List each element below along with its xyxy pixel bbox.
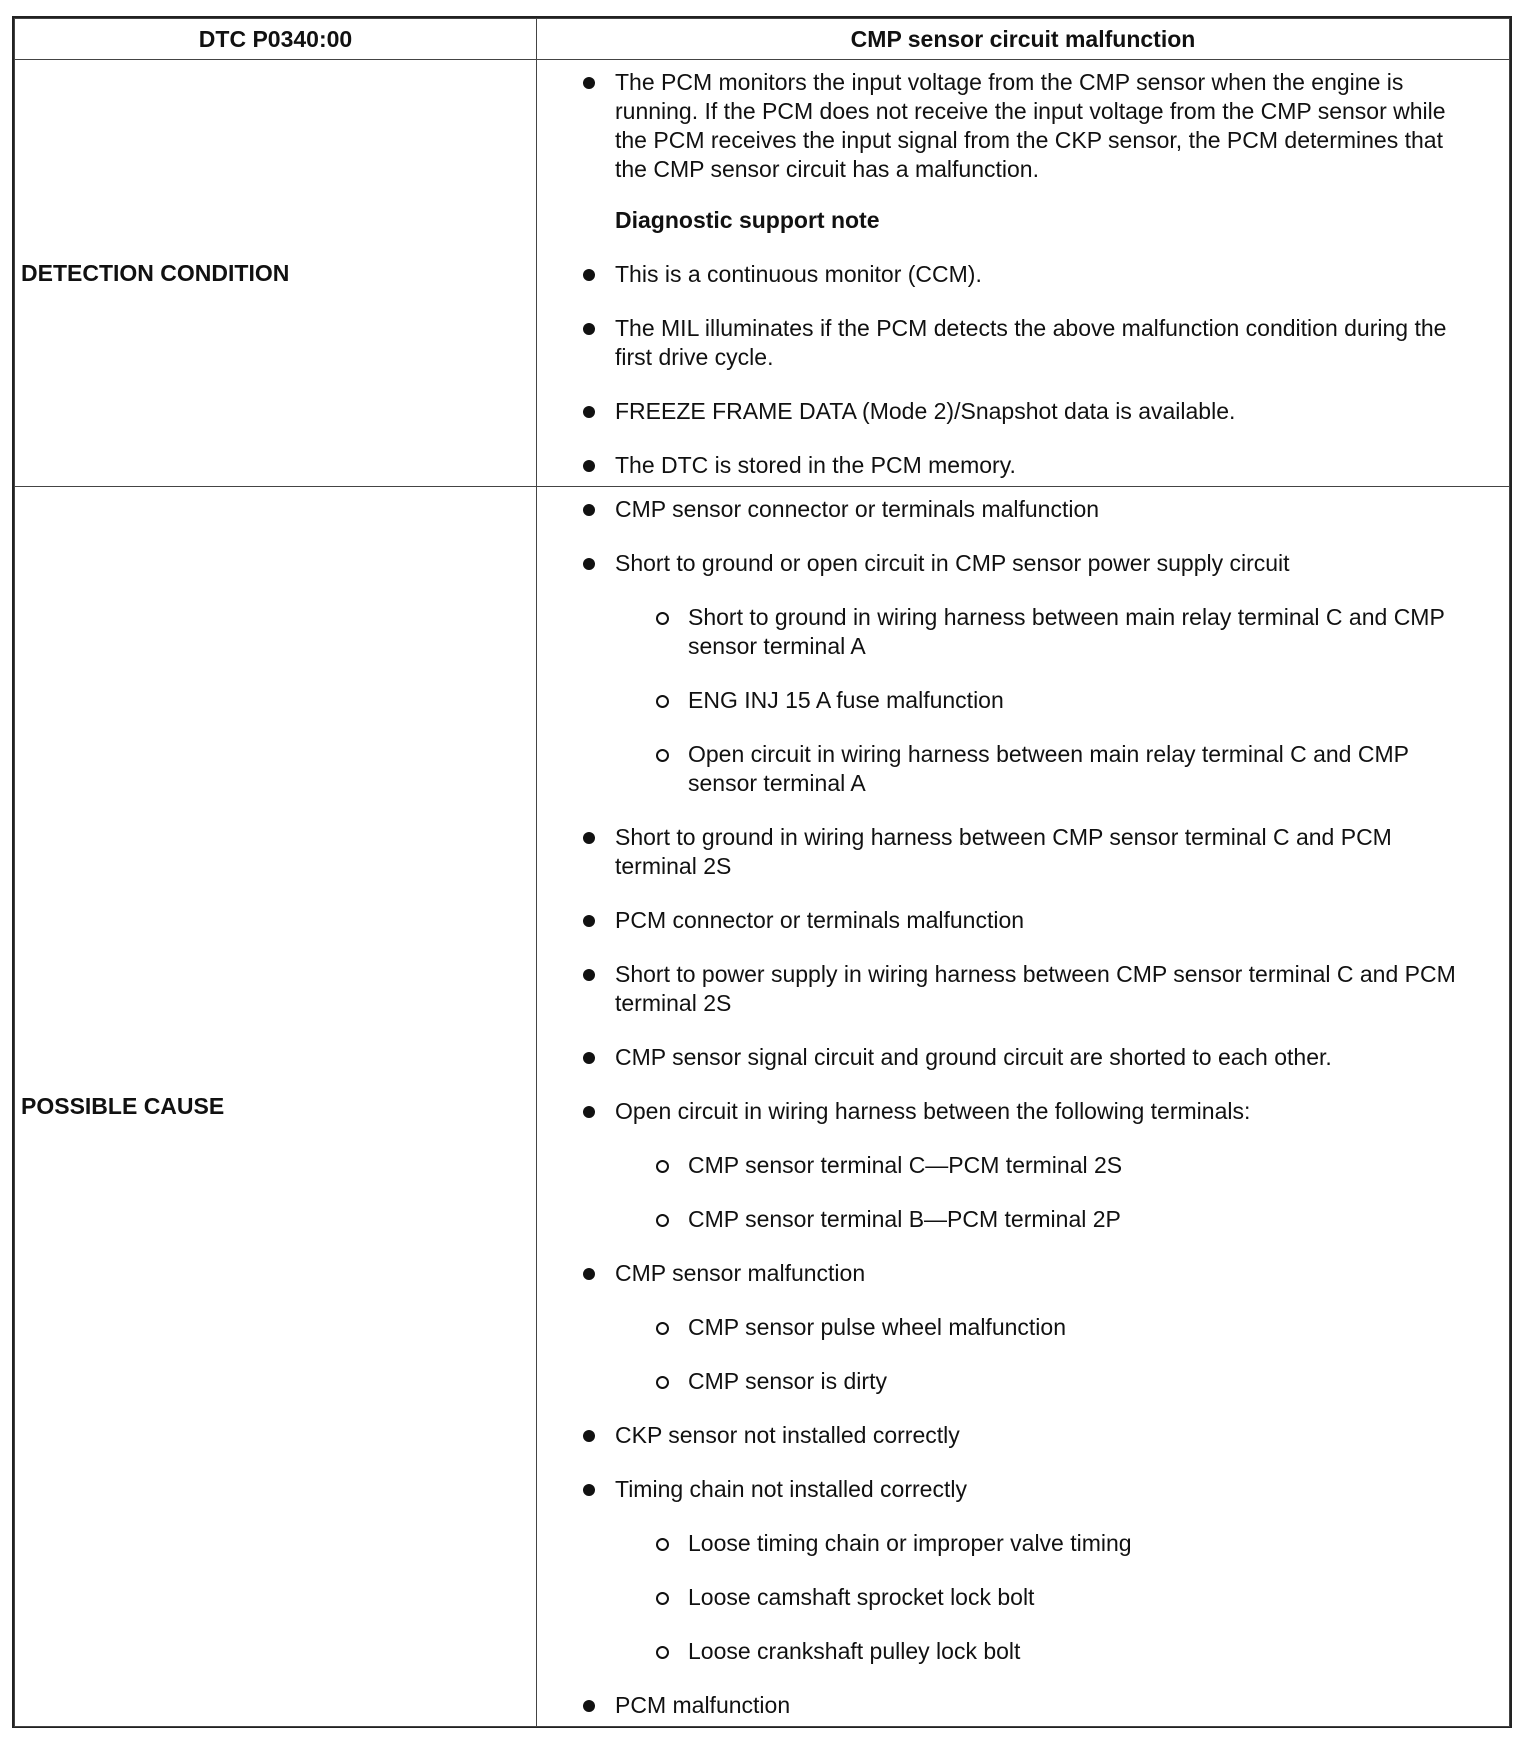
sub-cause-text: Loose crankshaft pulley lock bolt [688, 1638, 1021, 1664]
cause-text: CMP sensor malfunction [615, 1260, 866, 1286]
sub-cause-text: Loose timing chain or improper valve timing [688, 1530, 1132, 1556]
detection-intro-text: The PCM monitors the input voltage from the CMP sensor when the engine is running. If the PCM does not receive the input voltage from the CMP sensor while the PCM receives the input signal from the CKP sensor, the PCM determines that the CMP sensor circuit has a malfunction. [615, 69, 1446, 182]
diagnostic-note-item [537, 260, 1479, 289]
bullet-icon [583, 832, 595, 844]
sub-cause-list [615, 1313, 1479, 1396]
sub-bullet-icon [656, 612, 669, 625]
sub-cause-item [615, 1529, 1479, 1558]
cause-item [537, 1043, 1479, 1072]
header-row [15, 19, 1510, 60]
cause-text: CKP sensor not installed correctly [615, 1422, 960, 1448]
bullet-icon [583, 1268, 595, 1280]
possible-cause-label: POSSIBLE CAUSE [15, 487, 537, 1727]
cause-item [537, 1691, 1479, 1720]
possible-cause-cell [537, 487, 1510, 1727]
sub-cause-text: ENG INJ 15 A fuse malfunction [688, 687, 1004, 713]
sub-cause-text: Open circuit in wiring harness between main relay terminal C and CMP sensor terminal A [688, 741, 1409, 796]
cause-text: Short to ground or open circuit in CMP sensor power supply circuit [615, 550, 1290, 576]
bullet-icon [583, 323, 595, 335]
diagnostic-note-text: This is a continuous monitor (CCM). [615, 261, 982, 287]
diagnostic-note-item [537, 451, 1479, 480]
cause-text: Open circuit in wiring harness between the following terminals: [615, 1098, 1251, 1124]
detection-condition-cell [537, 60, 1510, 487]
diagnostic-note-text: The DTC is stored in the PCM memory. [615, 452, 1016, 478]
diagnostic-support-note-heading: Diagnostic support note [615, 207, 880, 233]
bullet-icon [583, 77, 595, 89]
cause-text: Timing chain not installed correctly [615, 1476, 967, 1502]
bullet-icon [583, 1106, 595, 1118]
diagnostic-note-item [537, 397, 1479, 426]
diagnostic-note-text: FREEZE FRAME DATA (Mode 2)/Snapshot data is available. [615, 398, 1236, 424]
sub-cause-item [615, 1151, 1479, 1180]
dtc-code-heading: DTC P0340:00 [15, 19, 537, 60]
bullet-icon [583, 969, 595, 981]
cause-item [537, 960, 1479, 1018]
cause-text: PCM malfunction [615, 1692, 791, 1718]
dtc-document [12, 16, 1512, 1728]
bullet-icon [583, 1430, 595, 1442]
sub-cause-text: CMP sensor terminal B—PCM terminal 2P [688, 1206, 1121, 1232]
detection-condition-label: DETECTION CONDITION [15, 60, 537, 487]
dtc-table [14, 18, 1510, 1727]
bullet-icon [583, 915, 595, 927]
dtc-description-heading: CMP sensor circuit malfunction [537, 19, 1510, 60]
sub-cause-text: CMP sensor terminal C—PCM terminal 2S [688, 1152, 1123, 1178]
sub-cause-text: CMP sensor pulse wheel malfunction [688, 1314, 1066, 1340]
bullet-icon [583, 406, 595, 418]
sub-cause-item [615, 1313, 1479, 1342]
sub-bullet-icon [656, 749, 669, 762]
bullet-icon [583, 269, 595, 281]
bullet-icon [583, 504, 595, 516]
detection-condition-row [15, 60, 1510, 487]
cause-text: CMP sensor connector or terminals malfunction [615, 496, 1100, 522]
diagnostic-notes-list [537, 260, 1479, 480]
detection-intro-item [537, 68, 1479, 184]
possible-cause-row [15, 487, 1510, 1727]
cause-item [537, 906, 1479, 935]
sub-cause-list [615, 1151, 1479, 1234]
diagnostic-note-item [537, 314, 1479, 372]
sub-bullet-icon [656, 1646, 669, 1659]
sub-bullet-icon [656, 1538, 669, 1551]
sub-bullet-icon [656, 1592, 669, 1605]
sub-cause-text: Loose camshaft sprocket lock bolt [688, 1584, 1035, 1610]
sub-cause-item [615, 1583, 1479, 1612]
cause-text: PCM connector or terminals malfunction [615, 907, 1025, 933]
cause-item [537, 1475, 1479, 1666]
sub-bullet-icon [656, 1376, 669, 1389]
bullet-icon [583, 1700, 595, 1712]
possible-cause-list [537, 495, 1479, 1720]
sub-bullet-icon [656, 1322, 669, 1335]
sub-bullet-icon [656, 1160, 669, 1173]
bullet-icon [583, 1052, 595, 1064]
sub-bullet-icon [656, 1214, 669, 1227]
detection-intro-list [537, 68, 1479, 184]
cause-item [537, 495, 1479, 524]
sub-cause-item [615, 1367, 1479, 1396]
cause-text: Short to power supply in wiring harness between CMP sensor terminal C and PCM terminal 2S [615, 961, 1456, 1016]
sub-cause-item [615, 686, 1479, 715]
diagnostic-note-text: The MIL illuminates if the PCM detects the above malfunction condition during the first drive cycle. [615, 315, 1447, 370]
sub-cause-text: CMP sensor is dirty [688, 1368, 887, 1394]
sub-cause-item [615, 1205, 1479, 1234]
cause-item [537, 549, 1479, 798]
cause-item [537, 1421, 1479, 1450]
sub-bullet-icon [656, 695, 669, 708]
sub-cause-item [615, 603, 1479, 661]
sub-cause-list [615, 1529, 1479, 1666]
cause-item [537, 1097, 1479, 1234]
cause-text: CMP sensor signal circuit and ground circuit are shorted to each other. [615, 1044, 1332, 1070]
cause-item [537, 823, 1479, 881]
cause-text: Short to ground in wiring harness between CMP sensor terminal C and PCM terminal 2S [615, 824, 1392, 879]
sub-cause-list [615, 603, 1479, 798]
cause-item [537, 1259, 1479, 1396]
bullet-icon [583, 1484, 595, 1496]
bullet-icon [583, 558, 595, 570]
sub-cause-item [615, 1637, 1479, 1666]
sub-cause-item [615, 740, 1479, 798]
sub-cause-text: Short to ground in wiring harness between main relay terminal C and CMP sensor terminal A [688, 604, 1445, 659]
bullet-icon [583, 460, 595, 472]
